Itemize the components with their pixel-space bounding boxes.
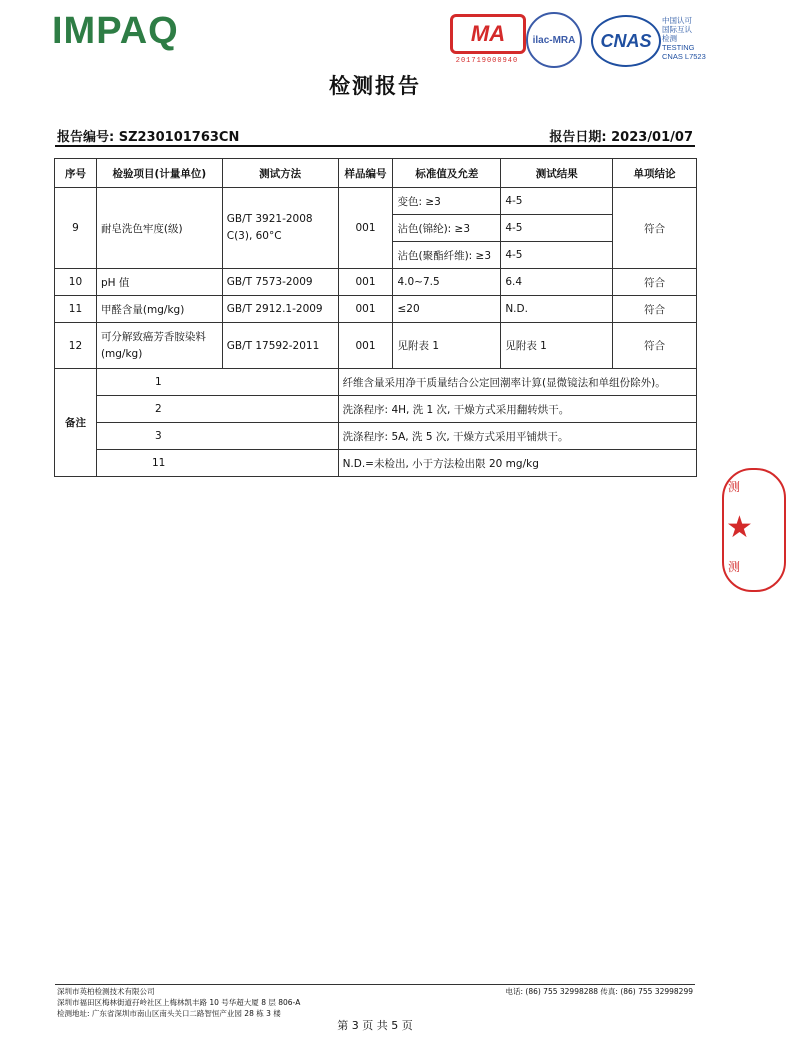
row-conclusion: 符合 xyxy=(613,269,697,296)
row-method: GB/T 2912.1-2009 xyxy=(222,296,338,323)
header-standard: 标准值及允差 xyxy=(393,159,501,188)
cnas-logo: CNAS xyxy=(591,15,661,67)
row-item: 甲醛含量(mg/kg) xyxy=(96,296,222,323)
row-standard: 沾色(聚酯纤维): ≥3 xyxy=(393,242,501,269)
row-sample: 001 xyxy=(338,269,393,296)
row-no: 9 xyxy=(55,188,97,269)
impaq-logo: IMPAQ xyxy=(52,10,179,52)
footer-company: 深圳市英柏检测技术有限公司 xyxy=(57,987,155,996)
table-row xyxy=(55,323,697,369)
report-title: 检测报告 xyxy=(329,74,421,98)
note-row xyxy=(55,423,697,450)
note-number: 11 xyxy=(96,450,338,477)
row-sample: 001 xyxy=(338,323,393,369)
header-no: 序号 xyxy=(55,159,97,188)
row-no: 12 xyxy=(55,323,97,369)
row-item: pH 值 xyxy=(96,269,222,296)
cma-number: 201719000940 xyxy=(455,57,519,65)
row-item: 耐皂洗色牢度(级) xyxy=(96,188,222,269)
test-results-table xyxy=(54,158,697,477)
row-standard: ≤20 xyxy=(393,296,501,323)
header-divider xyxy=(55,145,695,147)
row-result: 4-5 xyxy=(501,242,613,269)
note-number: 2 xyxy=(96,396,338,423)
row-item: 可分解致癌芳香胺染料(mg/kg) xyxy=(96,323,222,369)
note-row xyxy=(55,396,697,423)
row-result: 4-5 xyxy=(501,215,613,242)
star-icon: ★ xyxy=(726,510,753,545)
note-text: 纤维含量采用净干质量结合公定回潮率计算(显微镜法和单组份除外)。 xyxy=(338,369,696,396)
row-result: N.D. xyxy=(501,296,613,323)
note-row xyxy=(55,369,697,396)
notes-label: 备注 xyxy=(55,369,97,477)
row-method: GB/T 17592-2011 xyxy=(222,323,338,369)
row-sample: 001 xyxy=(338,296,393,323)
header-method: 测试方法 xyxy=(222,159,338,188)
table-row xyxy=(55,188,697,215)
row-result: 4-5 xyxy=(501,188,613,215)
table-row xyxy=(55,296,697,323)
cma-certification-mark xyxy=(450,14,524,68)
row-conclusion: 符合 xyxy=(613,323,697,369)
header-sample: 样品编号 xyxy=(338,159,393,188)
footer-divider xyxy=(55,984,695,985)
official-seal-stamp: 测 ★ 测 xyxy=(722,468,786,592)
table-header-row xyxy=(55,159,697,188)
row-standard: 见附表 1 xyxy=(393,323,501,369)
row-no: 11 xyxy=(55,296,97,323)
report-number: 报告编号: SZ230101763CN xyxy=(57,130,240,145)
note-row xyxy=(55,450,697,477)
note-text: 洗涤程序: 4H, 洗 1 次, 干燥方式采用翻转烘干。 xyxy=(338,396,696,423)
footer-lab-address: 检测地址: 广东省深圳市南山区南头关口二路智恒产业园 28 栋 3 楼 xyxy=(57,1009,281,1018)
testing-accreditation-text: 中国认可 国际互认 检测 TESTING CNAS L7523 xyxy=(662,16,706,61)
row-sample: 001 xyxy=(338,188,393,269)
note-number: 1 xyxy=(96,369,338,396)
row-no: 10 xyxy=(55,269,97,296)
row-conclusion: 符合 xyxy=(613,188,697,269)
footer-address-block xyxy=(57,986,300,1019)
header-item: 检验项目(计量单位) xyxy=(96,159,222,188)
header-conclusion: 单项结论 xyxy=(613,159,697,188)
row-method: GB/T 3921-2008 C(3), 60°C xyxy=(222,188,338,269)
row-method: GB/T 7573-2009 xyxy=(222,269,338,296)
note-text: 洗涤程序: 5A, 洗 5 次, 干燥方式采用平铺烘干。 xyxy=(338,423,696,450)
table-row xyxy=(55,269,697,296)
ilac-mra-logo: ilac-MRA xyxy=(526,12,582,68)
row-conclusion: 符合 xyxy=(613,296,697,323)
note-number: 3 xyxy=(96,423,338,450)
row-result: 见附表 1 xyxy=(501,323,613,369)
row-standard: 4.0~7.5 xyxy=(393,269,501,296)
footer-contact: 电话: (86) 755 32998288 传真: (86) 755 32998299 xyxy=(505,987,693,996)
report-date: 报告日期: 2023/01/07 xyxy=(549,130,693,145)
row-standard: 沾色(锦纶): ≥3 xyxy=(393,215,501,242)
footer-address: 深圳市福田区梅林街道孖岭社区上梅林凯丰路 10 号华超大厦 8 层 806-A xyxy=(57,998,301,1007)
row-standard: 变色: ≥3 xyxy=(393,188,501,215)
page-number: 第 3 页 共 5 页 xyxy=(337,1019,413,1032)
row-result: 6.4 xyxy=(501,269,613,296)
header-result: 测试结果 xyxy=(501,159,613,188)
cma-logo: MA xyxy=(450,14,526,54)
note-text: N.D.=未检出, 小于方法检出限 20 mg/kg xyxy=(338,450,696,477)
